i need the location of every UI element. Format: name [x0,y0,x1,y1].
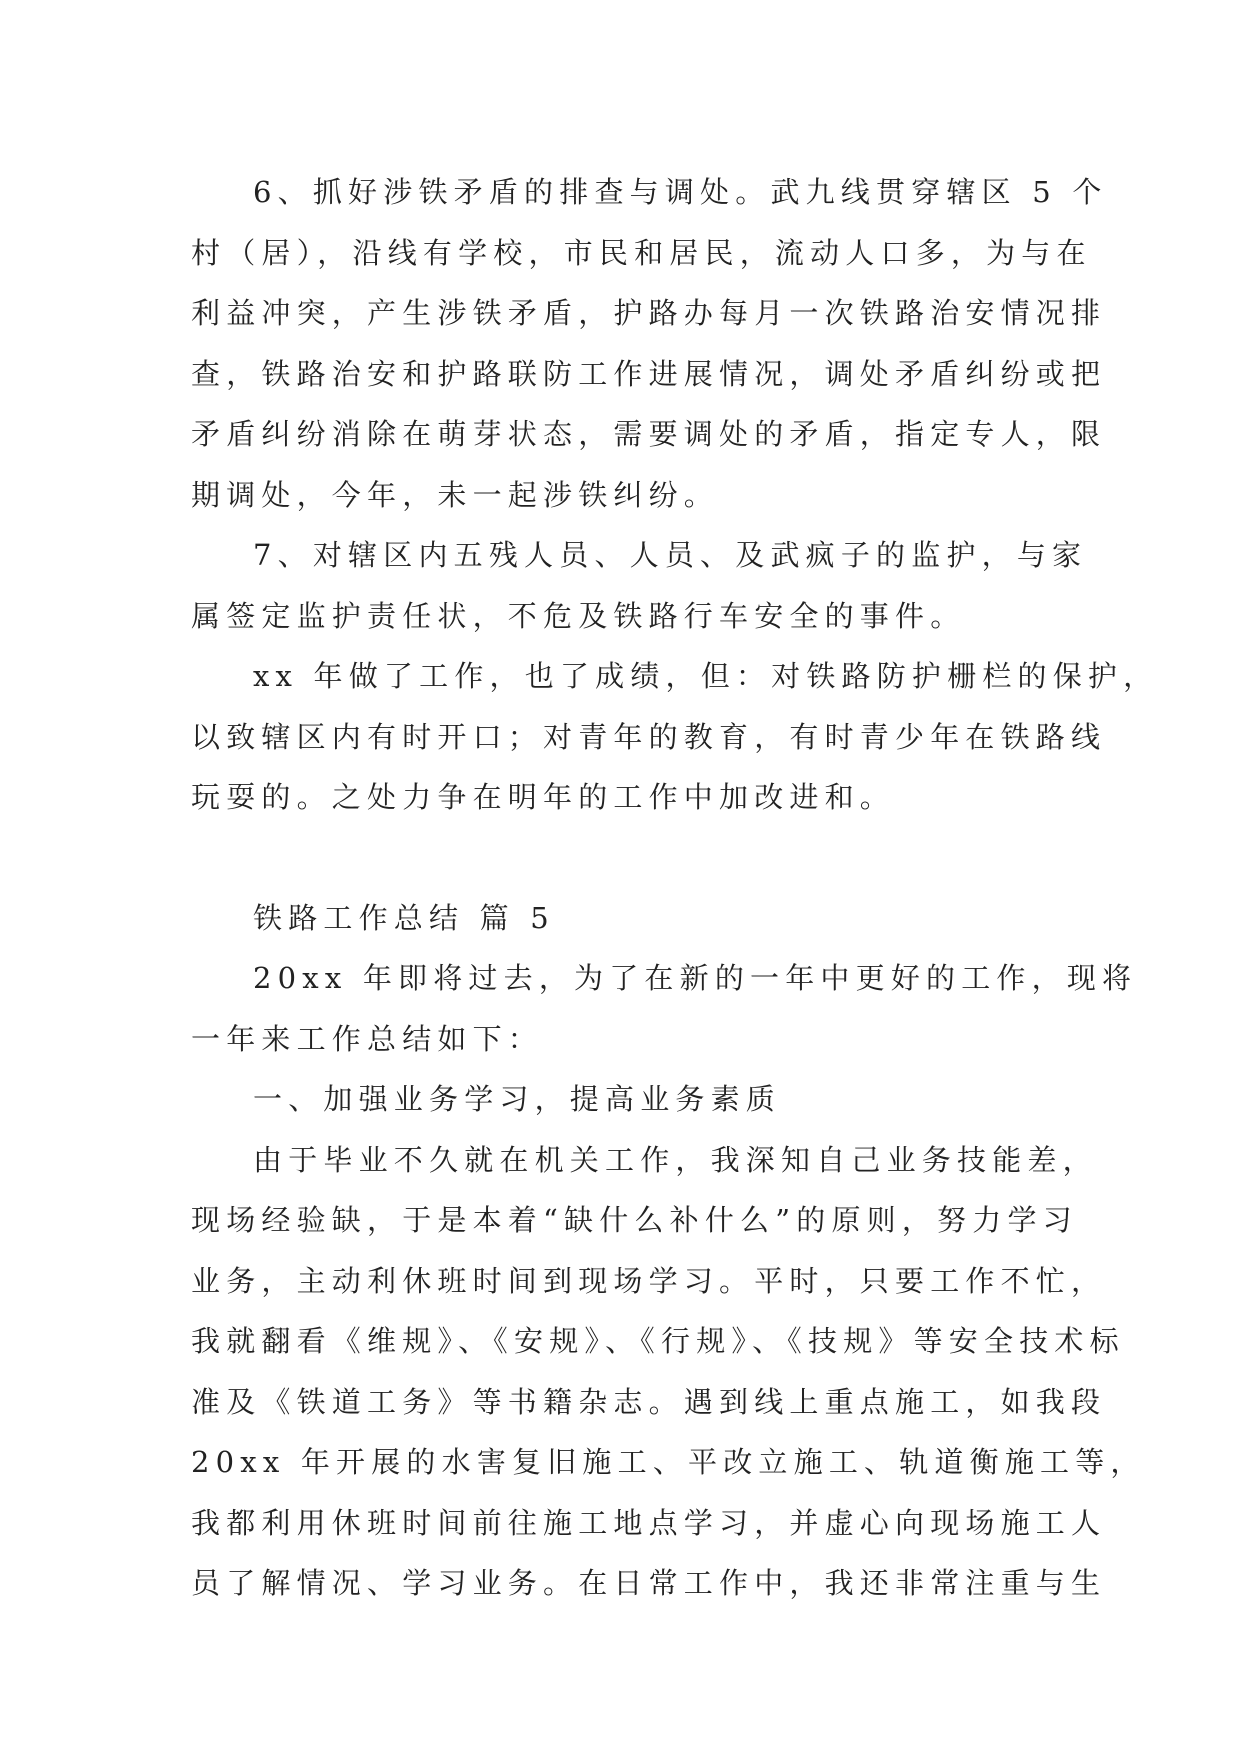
paragraph-line: 查，铁路治安和护路联防工作进展情况，调处矛盾纠纷或把 [191,356,1107,391]
paragraph-line: 7、对辖区内五残人员、人员、及武疯子的监护，与家 [253,538,1088,572]
document-body [191,162,1159,1614]
section-heading: 铁路工作总结 篇 5 [253,900,555,935]
paragraph-line: 玩耍的。之处力争在明年的工作中加改进和。 [191,780,896,814]
paragraph-line: 员了解情况、学习业务。在日常工作中，我还非常注重与生 [191,1566,1107,1600]
paragraph-line: 准及《铁道工务》等书籍杂志。遇到线上重点施工，如我段 [191,1384,1107,1419]
subsection-heading: 一、加强业务学习，提高业务素质 [253,1082,782,1116]
paragraph-line: 20xx 年即将过去，为了在新的一年中更好的工作，现将 [253,961,1138,995]
section-spacer [191,828,1051,888]
paragraph-line: 现场经验缺，于是本着“缺什么补什么”的原则，努力学习 [191,1203,1078,1237]
paragraph-line: 我就翻看《维规》、《安规》、《行规》、《技规》等安全技术标 [191,1324,1125,1358]
paragraph-line: 我都利用休班时间前往施工地点学习，并虚心向现场施工人 [191,1505,1107,1540]
paragraph-line: 矛盾纠纷消除在萌芽状态，需要调处的矛盾，指定专人，限 [191,417,1107,451]
paragraph-line: 村（居），沿线有学校，市民和居民，流动人口多，为与在 [191,235,1092,270]
paragraph-line: 20xx 年开展的水害复旧施工、平改立施工、轨道衡施工等， [191,1445,1146,1479]
paragraph-line: 6、抓好涉铁矛盾的排查与调处。武九线贯穿辖区 5 个 [253,175,1108,209]
paragraph-line: 期调处，今年，未一起涉铁纠纷。 [191,477,720,512]
paragraph-line: 属签定监护责任状，不危及铁路行车安全的事件。 [191,598,966,633]
paragraph-line: 由于毕业不久就在机关工作，我深知自己业务技能差， [253,1142,1098,1177]
paragraph-line: 利益冲突，产生涉铁矛盾，护路办每月一次铁路治安情况排 [191,296,1107,330]
paragraph-line: 业务，主动利休班时间到现场学习。平时，只要工作不忙， [191,1263,1107,1298]
paragraph-line: 一年来工作总结如下： [191,1021,544,1056]
paragraph-line: 以致辖区内有时开口；对青年的教育，有时青少年在铁路线 [191,719,1107,754]
paragraph-line: xx 年做了工作，也了成绩，但：对铁路防护栅栏的保护， [253,659,1159,693]
